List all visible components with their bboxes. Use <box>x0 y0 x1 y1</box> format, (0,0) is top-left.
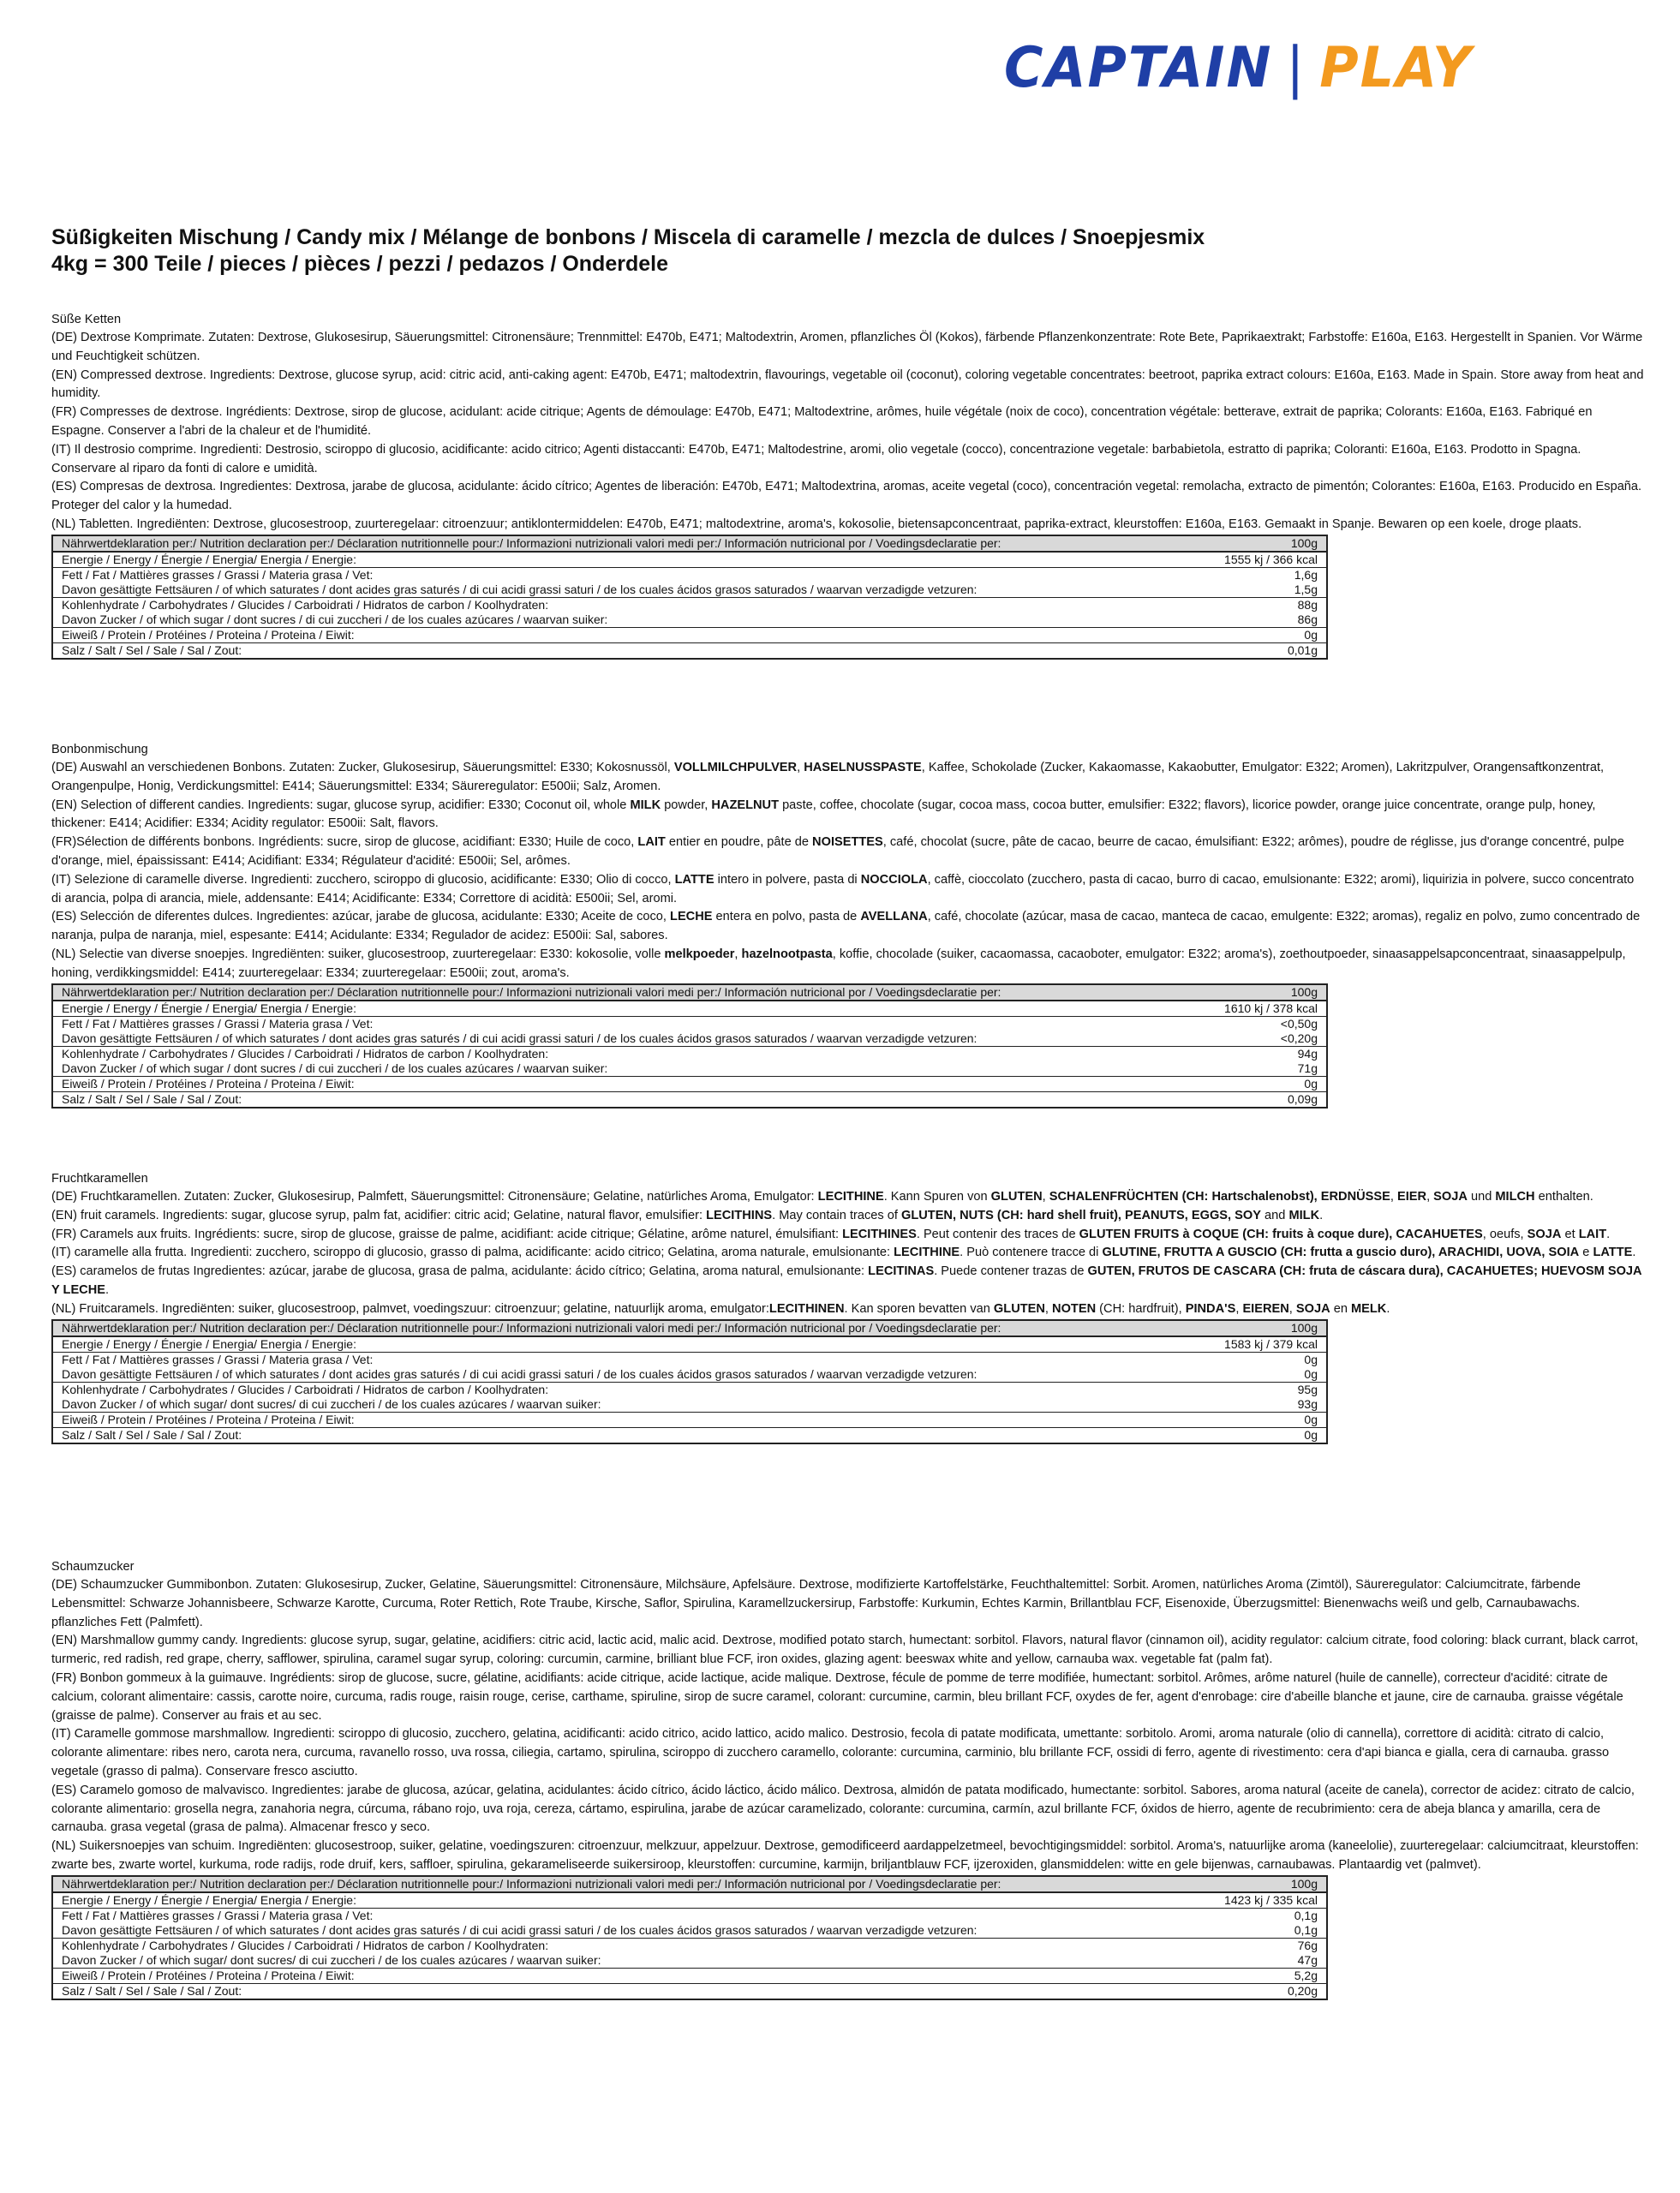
salt-label: Salz / Salt / Sel / Sale / Sal / Zout: <box>62 1091 242 1106</box>
salt-label: Salz / Salt / Sel / Sale / Sal / Zout: <box>62 1427 242 1442</box>
ingredient-paragraph: (DE) Fruchtkaramellen. Zutaten: Zucker, Glukosesirup, Palmfett, Säuerungsmittel: Citronensäure; Gelatine, natürliches Aroma, Emulgator: LECITHINE. Kann Spuren von GLUTEN, SCHALENFRÜCHTEN (CH: Hartschalenobst), ERDNÜSSE, EIER, SOJA und MILCH enthalten. <box>51 1190 1593 1204</box>
carbs-value: 95g <box>1189 1382 1327 1397</box>
energy-value: 1610 kj / 378 kcal <box>1189 1001 1327 1017</box>
nutrition-header-label: Nährwertdeklaration per:/ Nutrition declaration per:/ Déclaration nutritionnelle pour:/ Informazioni nutrizionali valori medi per:/ Información nutricional por / Voedingsdeclaratie per: <box>52 1876 1189 1892</box>
fat-value: 0,1g <box>1189 1908 1327 1923</box>
ingredient-paragraph: (FR) Caramels aux fruits. Ingrédients: sucre, sirop de glucose, graisse de palme, acidifiant: acide citrique; Gélatine, arôme naturel, émulsifiant: LECITHINES. Peut contenir des traces de GLUTEN FRUITS à COQUE (CH: fruits à coque dure), CACAHUETES, oeufs, SOJA et LAIT. <box>51 1227 1611 1241</box>
section-title: Süße Ketten <box>51 313 122 326</box>
protein-label: Eiweiß / Protein / Protéines / Proteina / Proteina / Eiwit: <box>52 1412 1189 1427</box>
ingredient-paragraph: (NL) Tabletten. Ingrediënten: Dextrose, glucosestroop, zuurteregelaar: citroenzuur; antiklontermiddelen: E470b, E471; maltodextrine, aroma's, kokosolie, bietensapconcentraat, paprika-extract, kleurstoffen: E160a, E163. Gemaakt in Spanje. Bewaren op een koele, droge plaats. <box>51 517 1582 531</box>
ingredient-paragraph: (FR) Bonbon gommeux à la guimauve. Ingrédients: sirop de glucose, sucre, gélatine, acidifiants: acide citrique, acide lactique, acide malique. Dextrose, fécule de pomme de terre modifiée, humectant: sorbitol. Arômes, arôme naturel (huile de cannelle), correcteur d'acidité: citrate de calcium, colorant alimentaire: cassis, carotte noire, curcuma, radis rouge, raisin rouge, cerise, carthame, spiruline, sirop de sucre caramel, colorant: curcumine, carmin, bleu brillant FCF, oxydes de fer, agent d'enrobage: cire d'abeille blanche et jaune, cire de carnauba. graisse végétale (graisse de palme). Conserver au frais et au sec. <box>51 1670 1623 1723</box>
salt-value: 0g <box>1304 1427 1318 1442</box>
nutrition-carbs-row <box>52 1938 1327 1953</box>
energy-label: Energie / Energy / Énergie / Energia/ Energia / Energie: <box>52 1001 1189 1017</box>
product-section-1 <box>51 310 1645 660</box>
protein-value: 0g <box>1189 1412 1327 1427</box>
ingredient-paragraph: (IT) Caramelle gommose marshmallow. Ingredienti: sciroppo di glucosio, zucchero, gelatina, acidificanti: acido citrico, acido lattico, acido malico. Destrosio, fecola di patate modificata, umettante: sorbitolo. Aromi, aroma naturale (olio di cannella), correttore di acidità: citrato di calcio, colorante alimentare: ribes nero, carota nera, curcuma, ravanello rosso, uva rossa, ciliegia, cartamo, spirulina, sciroppo di zucchero caramello, colorante: curcumina, carminio, blu brillante FCF, ossidi di ferro, agente di rivestimento: cera d'api bianca e gialla, cera di carnauba. grasso vegetale (grasso di palma). Conservare fresco asciutto. <box>51 1727 1610 1778</box>
nutrition-protein-row <box>52 1968 1327 1983</box>
ingredient-paragraphs <box>51 1576 1645 1875</box>
saturates-value: 0g <box>1189 1367 1327 1383</box>
fat-label: Fett / Fat / Mattières grasses / Grassi / Materia grasa / Vet: <box>52 567 1189 583</box>
ingredient-paragraph: (EN) Compressed dextrose. Ingredients: Dextrose, glucose syrup, acid: citric acid, anti-caking agent: E470b, E471; maltodextrin, flavourings, vegetable oil (coconut), coloring vegetable concentrates: beetroot, paprika extract colours: E160a, E163. Made in Spain. Store away from heat and humidity. <box>51 367 1644 401</box>
salt-value: 0,01g <box>1287 642 1318 657</box>
nutrition-saturates-row <box>52 1923 1327 1939</box>
saturates-value: 1,5g <box>1189 583 1327 598</box>
nutrition-fat-row <box>52 567 1327 583</box>
nutrition-per-value: 100g <box>1189 535 1327 552</box>
sugars-value: 86g <box>1189 612 1327 628</box>
sugars-label: Davon Zucker / of which sugar/ dont sucres/ di cui zuccheri / de los cuales azúcares / waarvan suiker: <box>52 1397 1189 1413</box>
ingredient-paragraph: (ES) Selección de diferentes dulces. Ingredientes: azúcar, jarabe de glucosa, acidulante: E330; Aceite de coco, LECHE entera en polvo, pasta de AVELLANA, café, chocolate (azúcar, masa de cacao, manteca de cacao, emulgente: E322; aromas), regaliz en polvo, zumo concentrado de naranja, pulpa de naranja, miel, espesante: E414; Acidulante: E334; Regulador de acidez: E500ii: Sal, sabores. <box>51 910 1641 943</box>
logo-part-play: PLAY <box>1319 34 1473 100</box>
saturates-label: Davon gesättigte Fettsäuren / of which saturates / dont acides gras saturés / di cui acidi grassi saturi / de los cuales ácidos grasos saturados / waarvan verzadigde vetzuren: <box>52 583 1189 598</box>
nutrition-header-label: Nährwertdeklaration per:/ Nutrition declaration per:/ Déclaration nutritionnelle pour:/ Informazioni nutrizionali valori medi per:/ Información nutricional por / Voedingsdeclaratie per: <box>52 535 1189 552</box>
fat-label: Fett / Fat / Mattières grasses / Grassi / Materia grasa / Vet: <box>52 1908 1189 1923</box>
ingredient-paragraph: (IT) caramelle alla frutta. Ingredienti: zucchero, sciroppo di glucosio, grasso di palma, acidificante: acido citrico; Gelatina, aroma naturale, emulsionante: LECITHINE. Può contenere tracce di GLUTINE, FRUTTA A GUSCIO (CH: frutta a guscio duro), ARACHIDI, UOVA, SOIA e LATTE. <box>51 1246 1636 1260</box>
sugars-value: 71g <box>1189 1061 1327 1077</box>
nutrition-header-row <box>52 1876 1327 1892</box>
nutrition-salt-row <box>52 1427 1327 1443</box>
nutrition-per-value: 100g <box>1189 984 1327 1001</box>
sugars-value: 93g <box>1189 1397 1327 1413</box>
energy-label: Energie / Energy / Énergie / Energia/ Energia / Energie: <box>52 1892 1189 1909</box>
saturates-label: Davon gesättigte Fettsäuren / of which saturates / dont acides gras saturés / di cui acidi grassi saturi / de los cuales ácidos grasos saturados / waarvan verzadigde vetzuren: <box>52 1367 1189 1383</box>
carbs-label: Kohlenhydrate / Carbohydrates / Glucides / Carboidrati / Hidratos de carbon / Koolhydraten: <box>52 1382 1189 1397</box>
section-title: Bonbonmischung <box>51 743 148 756</box>
ingredient-paragraph: (DE) Dextrose Komprimate. Zutaten: Dextrose, Glukosesirup, Säuerungsmittel: Citronensäure; Trennmittel: E470b, E471; Maltodextrin, Aromen, pflanzliches Öl (Kokos), färbende Pflanzenkonzentrate: Rote Bete, Paprikaextrakt; Farbstoffe: E160a, E163. Hergestellt in Spanien. Vor Wärme und Feuchtigkeit schützen. <box>51 331 1643 363</box>
ingredient-paragraph: (IT) Selezione di caramelle diverse. Ingredienti: zucchero, sciroppo di glucosio, acidificante: E330; Olio di cocco, LATTE intero in polvere, pasta di NOCCIOLA, caffè, cioccolato (zucchero, pasta di cacao, burro di cacao, emulsionante: E322; aromi), liquirizia in polvere, succo concentrato di arancia, polpa di arancia, miele, addensante: E414; Acidificante: E334; Correttore di acidità: E500ii; Sel, aromi. <box>51 872 1635 905</box>
protein-label: Eiweiß / Protein / Protéines / Proteina / Proteina / Eiwit: <box>52 627 1189 642</box>
nutrition-table <box>51 535 1328 660</box>
nutrition-fat-row <box>52 1908 1327 1923</box>
fat-label: Fett / Fat / Mattières grasses / Grassi / Materia grasa / Vet: <box>52 1352 1189 1367</box>
brand-logo <box>1004 36 1473 99</box>
protein-label: Eiweiß / Protein / Protéines / Proteina / Proteina / Eiwit: <box>52 1076 1189 1091</box>
ingredient-paragraph: (EN) Marshmallow gummy candy. Ingredients: glucose syrup, sugar, gelatine, acidifiers: citric acid, lactic acid, malic acid. Dextrose, modified potato starch, humectant: sorbitol. Flavors, natural flavor (cinnamon oil), acidity regulator: calcium citrate, food coloring: black currant, black carrot, turmeric, red radish, red grape, cherry, safflower, spirulina, caramel sugar syrup, coloring: curcumin, carmine, brilliant blue FCF, iron oxides, glazing agent: beeswax white and yellow, carnauba wax. vegetable fat (palm fat). <box>51 1634 1639 1667</box>
protein-value: 0g <box>1189 627 1327 642</box>
energy-value: 1583 kj / 379 kcal <box>1189 1336 1327 1353</box>
nutrition-salt-row <box>52 642 1327 659</box>
protein-value: 5,2g <box>1189 1968 1327 1983</box>
ingredient-paragraph: (ES) caramelos de frutas Ingredientes: azúcar, jarabe de glucosa, grasa de palma, acidulante: ácido cítrico; Gelatina, aroma natural, emulsionante: LECITINAS. Puede contener trazas de GUTEN, FRUTOS DE CASCARA (CH: fruta de cáscara dura), CACAHUETES; HUEVOSM SOJA Y LECHE. <box>51 1264 1642 1297</box>
title-line-2: 4kg = 300 Teile / pieces / pièces / pezzi / pedazos / Onderdele <box>51 252 668 276</box>
logo-part-captain: CAPTAIN <box>1004 34 1273 100</box>
logo-separator: | <box>1286 34 1306 100</box>
nutrition-protein-row <box>52 1076 1327 1091</box>
fat-value: 1,6g <box>1189 567 1327 583</box>
nutrition-carbs-row <box>52 597 1327 612</box>
nutrition-header-label: Nährwertdeklaration per:/ Nutrition declaration per:/ Déclaration nutritionnelle pour:/ Informazioni nutrizionali valori medi per:/ Información nutricional por / Voedingsdeclaratie per: <box>52 1320 1189 1336</box>
nutrition-protein-row <box>52 627 1327 642</box>
product-section-4 <box>51 1557 1645 2000</box>
ingredient-paragraph: (EN) fruit caramels. Ingredients: sugar, glucose syrup, palm fat, acidifier: citric acid; Gelatine, natural flavor, emulsifier: LECITHINS. May contain traces of GLUTEN, NUTS (CH: hard shell fruit), PEANUTS, EGGS, SOY and MILK. <box>51 1208 1324 1222</box>
ingredient-paragraph: (ES) Compresas de dextrosa. Ingredientes: Dextrosa, jarabe de glucosa, acidulante: ácido cítrico; Agentes de liberación: E470b, E471; Maltodextrina, aromas, aceite vegetal (coco), concentración vegetal: remolacha, extracto de pimentón; Colorantes: E160a, E163. Producido en España. Proteger del calor y la humedad. <box>51 480 1642 513</box>
nutrition-carbs-row <box>52 1382 1327 1397</box>
energy-value: 1423 kj / 335 kcal <box>1189 1892 1327 1909</box>
carbs-value: 76g <box>1189 1938 1327 1953</box>
nutrition-fat-row <box>52 1352 1327 1367</box>
ingredient-paragraph: (FR)Sélection de différents bonbons. Ingrédients: sucre, sirop de glucose, acidifiant: E330; Huile de coco, LAIT entier en poudre, pâte de NOISETTES, café, chocolat (sucre, pâte de cacao, beurre de cacao, émulsifiant: E322; arômes), poudre de réglisse, jus d'orange concentré, pulpe d'orange, miel, épaississant: E414; Acidifiant: E334; Régulateur d'acidité: E500ii; Sel, arômes. <box>51 835 1624 868</box>
nutrition-sugars-row <box>52 1061 1327 1077</box>
carbs-value: 94g <box>1189 1046 1327 1061</box>
fat-value: 0g <box>1189 1352 1327 1367</box>
sugars-label: Davon Zucker / of which sugar / dont sucres / di cui zuccheri / de los cuales azúcares / waarvan suiker: <box>52 1061 1189 1077</box>
nutrition-table <box>51 983 1328 1108</box>
salt-label: Salz / Salt / Sel / Sale / Sal / Zout: <box>62 1983 242 1998</box>
nutrition-header-row <box>52 535 1327 552</box>
carbs-label: Kohlenhydrate / Carbohydrates / Glucides / Carboidrati / Hidratos de carbon / Koolhydraten: <box>52 597 1189 612</box>
saturates-label: Davon gesättigte Fettsäuren / of which saturates / dont acides gras saturés / di cui acidi grassi saturi / de los cuales ácidos grasos saturados / waarvan verzadigde vetzuren: <box>52 1923 1189 1939</box>
protein-label: Eiweiß / Protein / Protéines / Proteina / Proteina / Eiwit: <box>52 1968 1189 1983</box>
nutrition-header-row <box>52 984 1327 1001</box>
carbs-label: Kohlenhydrate / Carbohydrates / Glucides / Carboidrati / Hidratos de carbon / Koolhydraten: <box>52 1046 1189 1061</box>
nutrition-fat-row <box>52 1016 1327 1031</box>
nutrition-carbs-row <box>52 1046 1327 1061</box>
nutrition-sugars-row <box>52 612 1327 628</box>
nutrition-header-label: Nährwertdeklaration per:/ Nutrition declaration per:/ Déclaration nutritionnelle pour:/ Informazioni nutrizionali valori medi per:/ Información nutricional por / Voedingsdeclaratie per: <box>52 984 1189 1001</box>
ingredient-paragraph: (NL) Selectie van diverse snoepjes. Ingrediënten: suiker, glucosestroop, zuurteregelaar: E330: kokosolie, volle melkpoeder, hazelnootpasta, koffie, chocolade (suiker, cacaomassa, cacaoboter, emulgator: E322; aroma's), zoethoutpoeder, sinaasappelsapconcentraat, sinaasappelpulp, honing, verdikkingsmiddel: E414; zuurteregelaar: E334; zuurteregelaar: E500ii; zout, aroma's. <box>51 947 1626 980</box>
nutrition-salt-row <box>52 1091 1327 1108</box>
salt-label: Salz / Salt / Sel / Sale / Sal / Zout: <box>62 642 242 657</box>
fat-label: Fett / Fat / Mattières grasses / Grassi / Materia grasa / Vet: <box>52 1016 1189 1031</box>
nutrition-saturates-row <box>52 583 1327 598</box>
ingredient-paragraph: (NL) Fruitcaramels. Ingrediënten: suiker, glucosestroop, palmvet, voedingszuur: citroenzuur; gelatine, natuurlijk aroma, emulgator:LECITHINEN. Kan sporen bevatten van GLUTEN, NOTEN (CH: hardfruit), PINDA'S, EIEREN, SOJA en MELK. <box>51 1301 1390 1316</box>
sugars-label: Davon Zucker / of which sugar / dont sucres / di cui zuccheri / de los cuales azúcares / waarvan suiker: <box>52 612 1189 628</box>
carbs-value: 88g <box>1189 597 1327 612</box>
title-line-1: Süßigkeiten Mischung / Candy mix / Mélange de bonbons / Miscela di caramelle / mezcla de dulces / Snoepjesmix <box>51 225 1205 249</box>
protein-value: 0g <box>1189 1076 1327 1091</box>
nutrition-energy-row <box>52 1892 1327 1909</box>
ingredient-paragraphs <box>51 329 1645 535</box>
document-title <box>51 224 1645 278</box>
energy-value: 1555 kj / 366 kcal <box>1189 552 1327 568</box>
nutrition-energy-row <box>52 552 1327 568</box>
section-title: Fruchtkaramellen <box>51 1172 148 1186</box>
ingredient-paragraph: (EN) Selection of different candies. Ingredients: sugar, glucose syrup, acidifier: E330; Coconut oil, whole MILK powder, HAZELNUT paste, coffee, chocolate (sugar, cocoa mass, cocoa butter, emulsifier: E322; flavors), licorice powder, orange juice concentrate, orange pulp, honey, thickener: E414; Acidifier: E334; Acidity regulator: E500ii: Salt, flavors. <box>51 798 1596 831</box>
product-section-3 <box>51 1169 1645 1444</box>
nutrition-table <box>51 1319 1328 1444</box>
nutrition-saturates-row <box>52 1367 1327 1383</box>
nutrition-salt-row <box>52 1983 1327 1999</box>
nutrition-energy-row <box>52 1001 1327 1017</box>
nutrition-table <box>51 1875 1328 2000</box>
ingredient-paragraphs <box>51 759 1645 983</box>
salt-value: 0,20g <box>1287 1983 1318 1998</box>
ingredient-paragraph: (FR) Compresses de dextrose. Ingrédients: Dextrose, sirop de glucose, acidulant: acide citrique; Agents de démoulage: E470b, E471; Maltodextrine, arômes, huile végétale (noix de coco), concentration végétale: betterave, extrait de paprika; Colorants: E160a, E163. Fabriqué en Espagne. Conserver a l'abri de la chaleur et de l'humidité. <box>51 405 1593 438</box>
nutrition-saturates-row <box>52 1031 1327 1047</box>
saturates-value: 0,1g <box>1189 1923 1327 1939</box>
nutrition-protein-row <box>52 1412 1327 1427</box>
ingredient-paragraphs <box>51 1188 1645 1319</box>
fat-value: <0,50g <box>1189 1016 1327 1031</box>
saturates-label: Davon gesättigte Fettsäuren / of which saturates / dont acides gras saturés / di cui acidi grassi saturi / de los cuales ácidos grasos saturados / waarvan verzadigde vetzuren: <box>52 1031 1189 1047</box>
product-section-2 <box>51 740 1645 1108</box>
sugars-value: 47g <box>1189 1953 1327 1969</box>
sugars-label: Davon Zucker / of which sugar/ dont sucres/ di cui zuccheri / de los cuales azúcares / waarvan suiker: <box>52 1953 1189 1969</box>
nutrition-per-value: 100g <box>1189 1320 1327 1336</box>
ingredient-paragraph: (NL) Suikersnoepjes van schuim. Ingrediënten: glucosestroop, suiker, gelatine, voedingszuren: citroenzuur, melkzuur, appelzuur. Dextrose, gemodificeerd aardappelzetmeel, bevochtigingsmiddel: sorbitol. Aroma's, natuurlijke aroma (kaneelolie), zuurteregelaar: calciumcitraat, kleurstoffen: zwarte bes, zwarte wortel, kurkuma, rode radijs, rode druif, kers, saffloer, spirulina, gekarameliseerde suikersiroop, kleurstoffen: curcumine, karmijn, briljantblauw FCF, ijzeroxiden, glansmiddelen: witte en gele bijenwas, carnaubawas. Plantaardig vet (palmvet). <box>51 1839 1639 1872</box>
nutrition-per-value: 100g <box>1189 1876 1327 1892</box>
energy-label: Energie / Energy / Énergie / Energia/ Energia / Energie: <box>52 552 1189 568</box>
carbs-label: Kohlenhydrate / Carbohydrates / Glucides / Carboidrati / Hidratos de carbon / Koolhydraten: <box>52 1938 1189 1953</box>
nutrition-header-row <box>52 1320 1327 1336</box>
energy-label: Energie / Energy / Énergie / Energia/ Energia / Energie: <box>52 1336 1189 1353</box>
ingredient-paragraph: (IT) Il destrosio comprime. Ingredienti: Destrosio, sciroppo di glucosio, acidificante: acido citrico; Agenti distaccanti: E470b, E471; Maltodestrine, aromi, olio vegetale (cocco), concentrazione vegetale: barbabietola, estratto di paprika; Coloranti: E160a, E163. Prodotto in Spagna. Conservare al riparo da fonti di calore e umidità. <box>51 442 1581 475</box>
section-title: Schaumzucker <box>51 1560 135 1574</box>
ingredient-paragraph: (ES) Caramelo gomoso de malvavisco. Ingredientes: jarabe de glucosa, azúcar, gelatina, acidulantes: ácido cítrico, ácido láctico, ácido málico. Dextrosa, almidón de patata modificado, humectante: sorbitol. Sabores, aroma natural (aceite de canela), corrector de acidez: citrato de calcio, colorante alimentario: grosella negra, zanahoria negra, cúrcuma, rábano rojo, uva roja, cereza, cártamo, espirulina, jarabe de azúcar caramelizado, colorante: curcumina, carmín, azul brillante FCF, óxidos de hierro, agente de recubrimiento: cera de abeja blanca y amarilla, cera de carnauba. grasa vegetal (grasa de palma). Almacenar fresco y seco. <box>51 1783 1635 1835</box>
salt-value: 0,09g <box>1287 1091 1318 1106</box>
nutrition-energy-row <box>52 1336 1327 1353</box>
nutrition-sugars-row <box>52 1397 1327 1413</box>
nutrition-sugars-row <box>52 1953 1327 1969</box>
ingredient-paragraph: (DE) Schaumzucker Gummibonbon. Zutaten: Glukosesirup, Zucker, Gelatine, Säuerungsmittel: Citronensäure, Milchsäure, Apfelsäure. Dextrose, modifizierte Kartoffelstärke, Feuchthaltemittel: Sorbit. Aromen, natürliches Aroma (Zimtöl), Säureregulator: Calciumcitrate, färbende Lebensmittel: Schwarze Johannisbeere, Schwarze Karotte, Curcuma, Roter Rettich, Rote Traube, Kirsche, Saflor, Spirulina, Karamellzuckersirup, Farbstoffe: Kurkumin, Echtes Karmin, Brillantblau FCF, Eisenoxide, Überzugsmittel: Bienenwachs weiß und gelb, Carnaubawachs. pflanzliches Fett (Palmfett). <box>51 1578 1581 1629</box>
ingredient-paragraph: (DE) Auswahl an verschiedenen Bonbons. Zutaten: Zucker, Glukosesirup, Säuerungsmittel: E330; Kokosnussöl, VOLLMILCHPULVER, HASELNUSSPASTE, Kaffee, Schokolade (Zucker, Kakaomasse, Kakaobutter, Emulgator: E322; Aromen), Lakritzpulver, Orangensaftkonzentrat, Orangenpulpe, Honig, Verdickungsmittel: E414; Säuerungsmittel: E334; Säureregulator: E500ii; Salz, Aromen. <box>51 761 1605 793</box>
saturates-value: <0,20g <box>1189 1031 1327 1047</box>
